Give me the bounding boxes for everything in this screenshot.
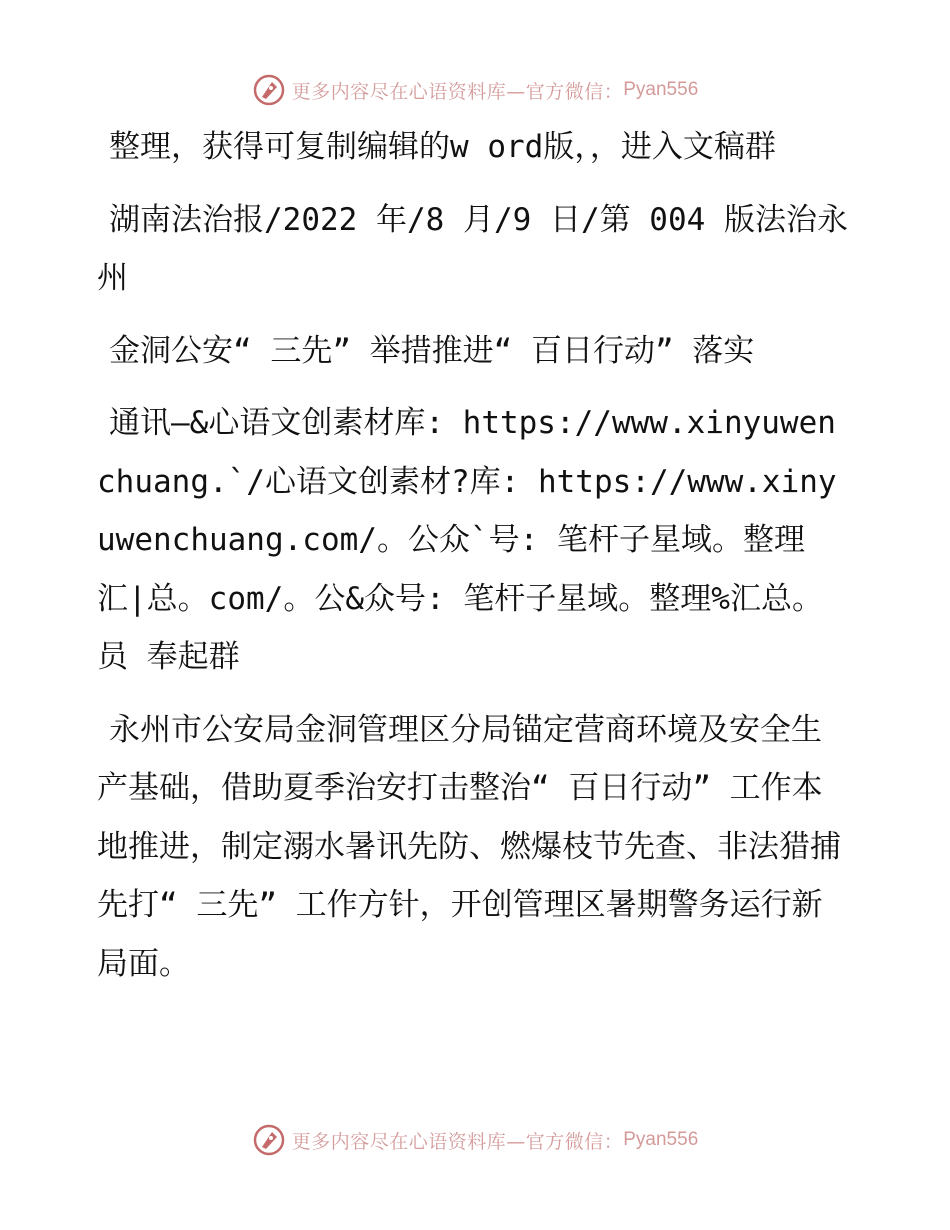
watermark-text: 更多内容尽在心语资料库—官方微信： [291, 1130, 624, 1153]
document-body [97, 118, 852, 1007]
paragraph-body: 永州市公安局金洞管理区分局锚定营商环境及安全生产基础，借助夏季治安打击整治“ 百日行动” 工作本地推进，制定溺水暑讯先防、燃爆枝节先查、非法猎捕先打“ 三先” 工作方针，开创管理区暑期警务运行新局面。 [97, 711, 841, 982]
watermark-wechat-id: Pyan556 [623, 1129, 699, 1150]
paragraph-headline: 金洞公安“ 三先” 举措推进“ 百日行动” 落实 [109, 332, 755, 369]
pen-nib-circle-icon [252, 1123, 286, 1157]
paragraph-source: 湖南法治报/2022 年/8 月/9 日/第 004 版法治永州 [97, 201, 848, 296]
watermark-wechat-id: Pyan556 [623, 79, 699, 100]
watermark-text: 更多内容尽在心语资料库—官方微信： [291, 80, 624, 103]
paragraph-notice: 整理，获得可复制编辑的w ord版，，进入文稿群 [109, 129, 776, 165]
paragraph-byline: 通讯—&心语文创素材库: https://www.xinyuwenchuang.`/心语文创素材?库: https://www.xinyuwenchuang.com/。公众`号: 笔杆子星域。整理汇|总。com/。公&众号: 笔杆子星域。整理%汇总。员 奉起群 [97, 405, 837, 675]
footer-watermark [0, 1120, 950, 1160]
pen-nib-circle-icon [252, 73, 286, 107]
header-watermark [0, 70, 950, 110]
